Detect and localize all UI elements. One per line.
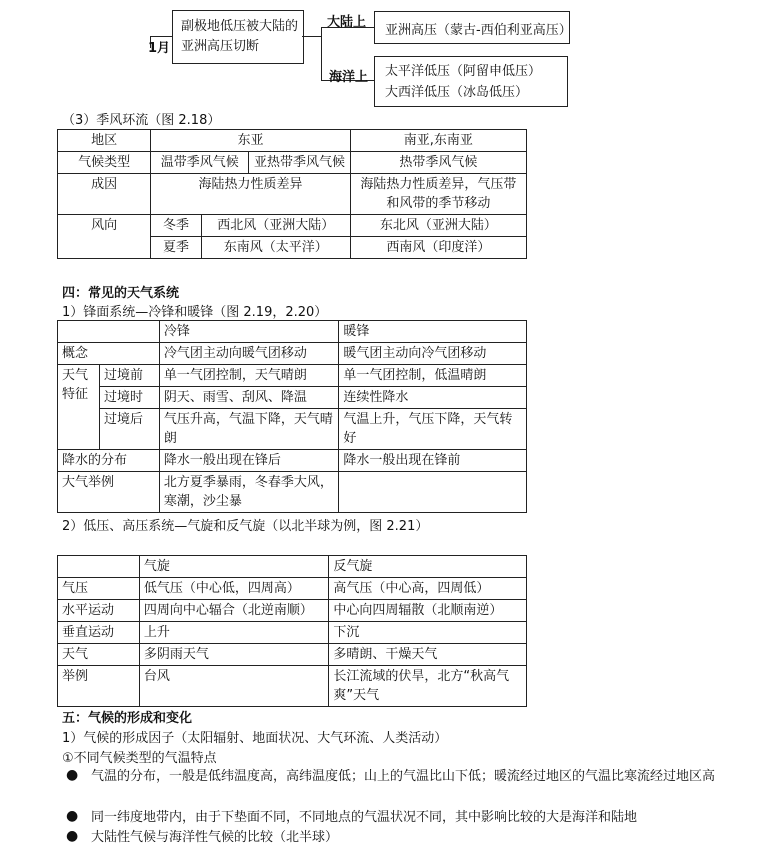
cell-example-cold: 北方夏季暴雨，冬春季大风，寒潮，沙尘暴 [159,472,339,513]
cyclone-table [57,555,527,707]
header-anticyclone: 反气旋 [329,556,527,578]
cell-cyclone: 上升 [139,622,329,644]
monsoon-heading: （3）季风环流（图 2.18） [62,113,221,128]
cell-before-warm: 单一气团控制，低温晴朗 [339,365,527,387]
label-before: 过境前 [99,365,159,387]
bullet-text: 气温的分布，一般是低纬温度高，高纬温度低；山上的气温比山下低；暖流经过地区的气温比寒流经过地区高 [91,769,716,784]
front-header-blank [58,321,160,343]
cell-cyclone: 四周向中心辐合（北逆南顺） [139,600,329,622]
row-label: 举例 [58,666,140,707]
row-label-rain: 降水的分布 [58,450,160,472]
row-label: 水平运动 [58,600,140,622]
monsoon-table [57,129,527,259]
cell-rain-cold: 降水一般出现在锋后 [159,450,339,472]
cell-cyclone: 低气压（中心低，四周高） [139,578,329,600]
cell-rain-warm: 降水一般出现在锋前 [339,450,527,472]
label-during: 过境时 [99,387,159,409]
cell-tropical-monsoon: 热带季风气候 [350,152,526,174]
row-label-example: 大气举例 [58,472,160,513]
cyclone-header-blank [58,556,140,578]
land-result: 亚洲高压（蒙古-西伯利亚高压） [385,23,572,38]
month-label: 1月 [148,41,171,56]
temperature-traits: ①不同气候类型的气温特点 [62,751,217,766]
row-label-cause: 成因 [58,174,151,215]
cell-temperate-monsoon: 温带季风气候 [151,152,249,174]
formation-factors: 1）气候的形成因子（太阳辐射、地面状况、大气环流、人类活动） [62,731,448,746]
bullet-icon: ● [66,828,79,844]
cause-box [172,10,304,64]
cell-anticyclone: 长江流域的伏旱，北方“秋高气爽”天气 [329,666,527,707]
cell-concept-cold: 冷气团主动向暖气团移动 [159,343,339,365]
section4-heading: 四：常见的天气系统 [62,286,180,301]
cell-summer-ea: 东南风（太平洋） [201,237,350,259]
row-label-climate: 气候类型 [58,152,151,174]
cell-summer-sa: 西南风（印度洋） [350,237,526,259]
cell-after-warm: 气温上升，气压下降，天气转好 [339,409,527,450]
sea-result-2: 大西洋低压（冰岛低压） [385,85,529,100]
row-label: 气压 [58,578,140,600]
cell-subtropical-monsoon: 亚热带季风气候 [249,152,350,174]
cell-after-cold: 气压升高，气温下降，天气晴朗 [159,409,339,450]
land-label: 大陆上 [327,15,367,30]
cell-anticyclone: 多晴朗、干燥天气 [329,644,527,666]
bullet-icon: ● [66,808,79,824]
sea-result-1: 太平洋低压（阿留申低压） [385,64,542,79]
cell-cause-sa: 海陆热力性质差异，气压带和风带的季节移动 [350,174,526,215]
row-label-wind: 风向 [58,215,151,259]
front-subheading: 1）锋面系统—冷锋和暖锋（图 2.19，2.20） [62,305,328,320]
header-east-asia: 东亚 [151,130,351,152]
cell-cause-ea: 海陆热力性质差异 [151,174,351,215]
bullet-text: 大陆性气候与海洋性气候的比较（北半球） [91,830,339,845]
label-summer: 夏季 [151,237,202,259]
label-winter: 冬季 [151,215,202,237]
cell-anticyclone: 中心向四周辐散（北顺南逆） [329,600,527,622]
row-label: 垂直运动 [58,622,140,644]
cause-line-2: 亚洲高压切断 [181,39,260,54]
cell-winter-ea: 西北风（亚洲大陆） [201,215,350,237]
connector-line [302,36,322,37]
cell-cyclone: 台风 [139,666,329,707]
sea-result-box [374,56,568,107]
cell-example-warm [339,472,527,513]
cell-concept-warm: 暖气团主动向冷气团移动 [339,343,527,365]
bullet-icon: ● [66,767,79,783]
cyclone-subheading: 2）低压、高压系统—气旋和反气旋（以北半球为例，图 2.21） [62,519,429,534]
cell-anticyclone: 下沉 [329,622,527,644]
section5-heading: 五：气候的形成和变化 [62,711,193,726]
bullet-text: 同一纬度地带内，由于下垫面不同，不同地点的气温状况不同，其中影响比较的大是海洋和陆地 [91,810,638,825]
land-result-box [374,11,570,44]
row-label-concept: 概念 [58,343,160,365]
header-cold-front: 冷锋 [159,321,339,343]
cause-line-1: 副极地低压被大陆的 [181,19,299,34]
front-table [57,320,527,513]
cell-winter-sa: 东北风（亚洲大陆） [350,215,526,237]
cell-during-cold: 阴天、雨雪、刮风、降温 [159,387,339,409]
header-region: 地区 [58,130,151,152]
row-label: 天气 [58,644,140,666]
cell-anticyclone: 高气压（中心高，四周低） [329,578,527,600]
header-warm-front: 暖锋 [339,321,527,343]
cell-before-cold: 单一气团控制，天气晴朗 [159,365,339,387]
cell-during-warm: 连续性降水 [339,387,527,409]
header-south-asia: 南亚,东南亚 [350,130,526,152]
connector-line [321,27,322,81]
row-label-weather: 天气特征 [58,365,100,450]
header-cyclone: 气旋 [139,556,329,578]
cell-cyclone: 多阴雨天气 [139,644,329,666]
sea-label: 海洋上 [329,70,369,85]
label-after: 过境后 [99,409,159,450]
